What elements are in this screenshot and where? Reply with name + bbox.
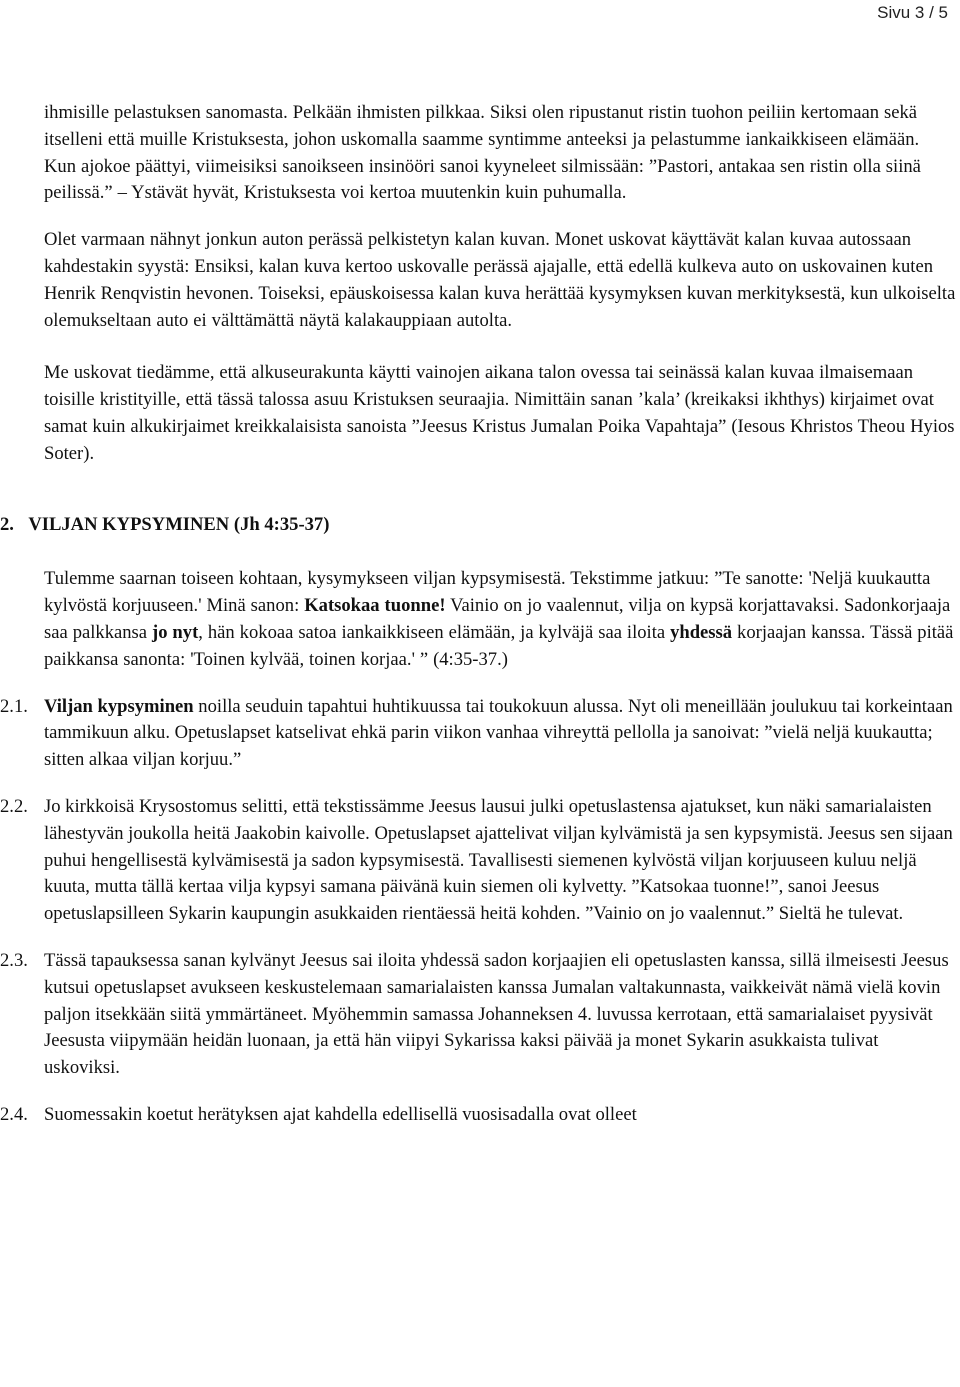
quote-text-c: Vainio on jo vaalennut, vilja on kypsä korjattavaksi. Sadonkorjaaja saa palkkansa (44, 595, 951, 643)
subsection-text: Tässä tapauksessa sanan kylvänyt Jeesus sai iloita yhdessä sadon korjaajien eli opetuslasten kanssa, sillä ilmeisesti Jeesus kutsui opetuslapset avukseen keskustelemaan samarialaisten kanssa Jumalan valtakunnasta, vaikkeivät nämä vielä kovin paljon itsekkään siitä ymmärtäneet. Myöhemmin samassa Johanneksen 4. luvussa kerrotaan, että samarialaiset pyysivät Jeesusta viipymään heidän luonaan, ja että hän viipyi Sykarissa kaksi päivää ja monet Sykarin asukkaista tulivat uskoviksi. (44, 949, 949, 1079)
paragraph-fish-symbol-car: Olet varmaan nähnyt jonkun auton perässä pelkistetyn kalan kuvan. Monet uskovat käyttävät kalan kuvaa autossaan kahdestakin syystä: Ensiksi, kalan kuva kertoo uskovalle perässä ajajalle, että edellä kulkeva auto on uskovainen kuten Henrik Renqvistin hevonen. Toiseksi, epäuskoisessa kalan kuva herättää kysymyksen kuvan merkityksestä, kun ulkoiselta olemukseltaan auto ei välttämättä näytä kalakauppiaan autolta. (44, 229, 956, 331)
section-title: VILJAN KYPSYMINEN (Jh 4:35-37) (28, 513, 330, 535)
subsection-2-1 (0, 694, 956, 774)
subsection-number: 2.2. (0, 795, 28, 817)
quote-text-d: , hän kokoaa satoa iankaikkiseen elämään, ja kylväjä saa iloita (198, 621, 671, 643)
quote-text-a: Tulemme saarnan toiseen kohtaan, kysymykseen viljan kypsymisestä. Tekstimme jatkuu: ”Te sanotte: 'Neljä kuukautta kylvöstä korjuuseen.' Minä sanon: (44, 568, 931, 617)
quote-bold-look: Katsokaa tuonne! (304, 595, 446, 617)
paragraph-mirror-cross: ihmisille pelastuksen sanomasta. Pelkään ihmisten pilkkaa. Siksi olen ripustanut ristin tuohon peiliin kertomaan sekä itselleni että muille Kristuksesta, johon uskomalla saamme syntimme anteeksi ja pelastumme iankaikkiseen elämään. Kun ajokoe päättyi, viimeisiksi sanoikseen insinööri sanoi kyyneleet silmissään: ”Pastori, antakaa sen ristin olla siinä peilissä.” – Ystävät hyvät, Kristuksesta voi kertoa muutenkin kuin puhumalla. (44, 102, 921, 204)
subsection-2-2 (0, 794, 956, 928)
subsection-text: Jo kirkkoisä Krysostomus selitti, että tekstissämme Jeesus lausui julki opetuslastensa ajatukset, kun näki samarialaisten lähestyvän joukolla heitä Jaakobin kaivolle. Opetuslapset ajattelivat viljan kylvämistä ja sen kypsymistä. Jeesus sen sijaan puhui hengellisestä kylvämisestä ja sadon kypsymisestä. Tavallisesti siemenen kylvöstä viljan korjuuseen kuluu neljä kuuta, mutta tällä kertaa vilja kypsyi samana päivänä kuin siemen oli kylvetty. ”Katsokaa tuonne!”, sanoi Jeesus opetuslapsilleen Sykarin kaupungin asukkaiden rientäessä heitä kohden. ”Vainio on jo vaalennut.” Sieltä he tulevat. (44, 795, 953, 925)
subsection-text: Suomessakin koetut herätyksen ajat kahdella edellisellä vuosisadalla ovat olleet (44, 1103, 637, 1125)
subsection-2-4 (0, 1102, 956, 1129)
quote-bold-together: yhdessä (670, 621, 733, 643)
subsection-number: 2.4. (0, 1103, 28, 1125)
subsection-number: 2.3. (0, 949, 28, 971)
quote-text-e: korjaajan kanssa. Tässä pitää paikkansa sanonta: 'Toinen kylvää, toinen korjaa.' ” (4:35-37.) (44, 621, 954, 670)
paragraph-scripture-quote (44, 566, 956, 673)
subsection-bold-lead: Viljan kypsyminen (44, 695, 194, 717)
page-number-header: Sivu 3 / 5 (877, 3, 948, 22)
document-body (0, 100, 956, 1129)
paragraph-ichthys: Me uskovat tiedämme, että alkuseurakunta käytti vainojen aikana talon ovessa tai seinässä kalan kuvaa ilmaisemaan toisille kristityille, että tässä talossa asuu Kristuksen seuraajia. Nimittäin sanan ’kala’ (kreikaksi ikhthys) kirjaimet ovat samat kuin alkukirjaimet kreikkalaisista sanoista ”Jeesus Kristus Jumalan Poika Vapahtaja” (Iesous Khristos Theou Hyios Soter). (44, 362, 955, 464)
subsection-2-3 (0, 948, 956, 1082)
subsection-text: noilla seuduin tapahtui huhtikuussa tai toukokuun alussa. Nyt oli meneillään joulukuu tai korkeintaan tammikuun alku. Opetuslapset katselivat ehkä parin viikon vanhaa vihreyttä pellolla ja sanoivat: ”vielä neljä kuukautta; sitten alkaa viljan korjuu.” (44, 695, 953, 771)
section-number: 2. (0, 513, 14, 535)
subsection-number: 2.1. (0, 695, 28, 717)
section-heading-2 (0, 512, 956, 539)
quote-bold-now: jo nyt (152, 621, 199, 643)
